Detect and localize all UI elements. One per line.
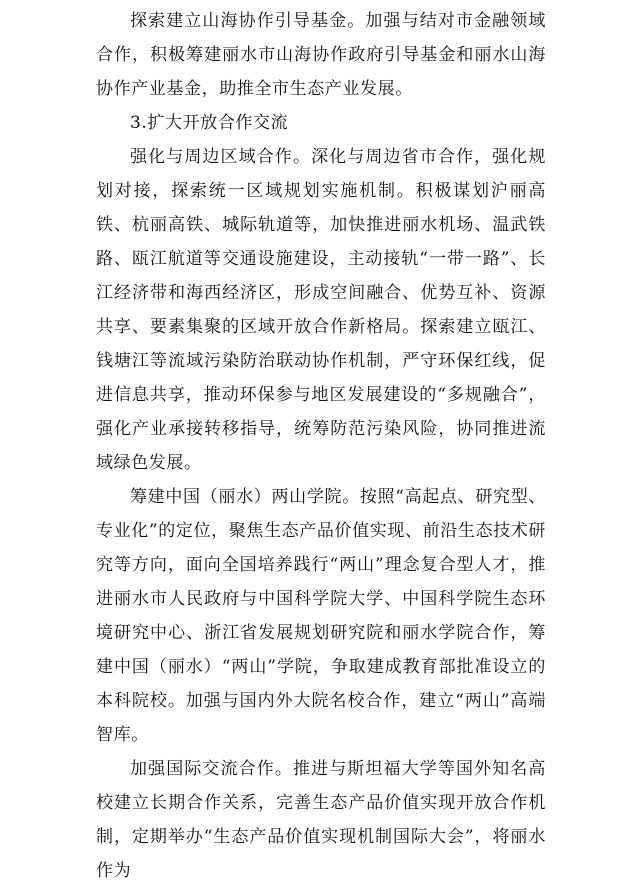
- document-body: [96, 0, 546, 888]
- section-heading-open-cooperation: 3.扩大开放合作交流: [130, 113, 289, 133]
- paragraph-international-cooperation: 加强国际交流合作。推进与斯坦福大学等国外知名高校建立长期合作关系，完善生态产品价值实现开放合作机制，定期举办“生态产品价值实现机制国际大会”，将丽水作为: [96, 759, 546, 881]
- paragraph-regional-cooperation: 强化与周边区域合作。深化与周边省市合作，强化规划对接，探索统一区域规划实施机制。积极谋划沪丽高铁、杭丽高铁、城际轨道等，加快推进丽水机场、温武铁路、瓯江航道等交通设施建设，主动接轨“一带一路”、长江经济带和海西经济区，形成空间融合、优势互补、资源共享、要素集聚的区域开放合作新格局。探索建立瓯江、钱塘江等流域污染防治联动协作机制，严守环保红线，促进信息共享，推动环保参与地区发展建设的“多规融合”，强化产业承接转移指导，统筹防范污染风险，协同推进流域绿色发展。: [96, 147, 546, 473]
- paragraph-shanhai-fund: 探索建立山海协作引导基金。加强与结对市金融领域合作，积极筹建丽水市山海协作政府引导基金和丽水山海协作产业基金，助推全市生态产业发展。: [96, 11, 546, 99]
- paragraph-liangshan-college: 筹建中国（丽水）两山学院。按照“高起点、研究型、专业化”的定位，聚焦生态产品价值实现、前沿生态技术研究等方向，面向全国培养践行“两山”理念复合型人才，推进丽水市人民政府与中国科学院大学、中国科学院生态环境研究中心、浙江省发展规划研究院和丽水学院合作，筹建中国（丽水）“两山”学院，争取建成教育部批准设立的本科院校。加强与国内外大院名校合作，建立“两山”高端智库。: [96, 487, 546, 745]
